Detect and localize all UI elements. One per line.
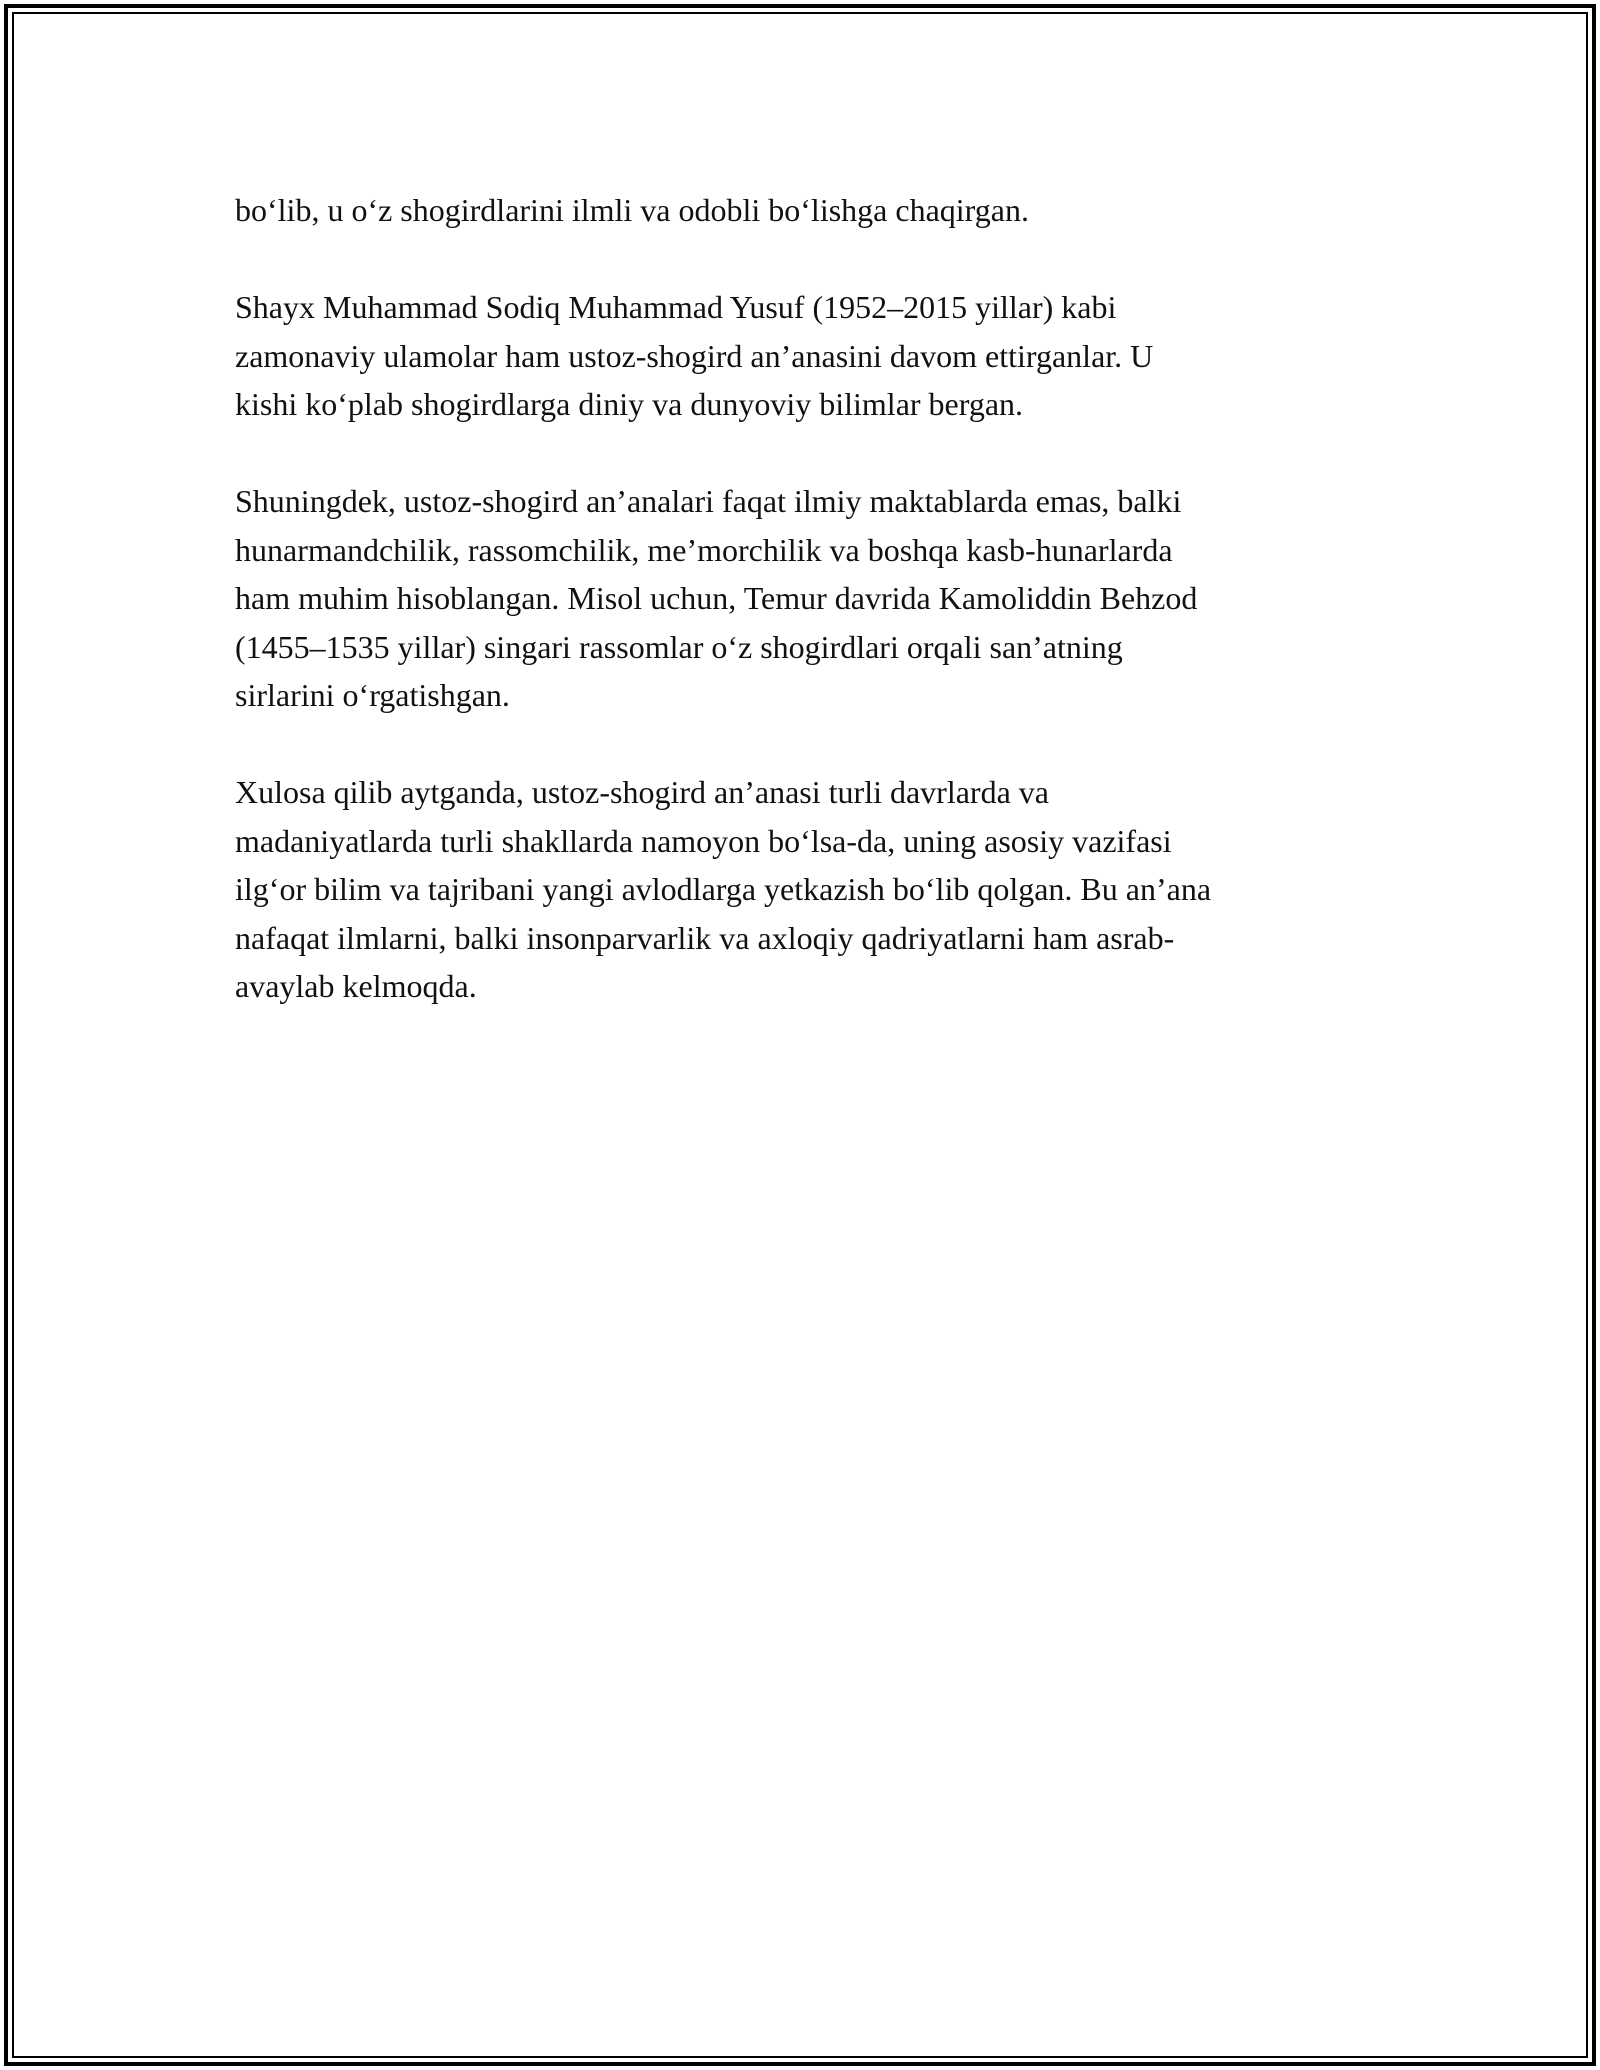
paragraph-crafts-tradition: Shuningdek, ustoz-shogird an’analari faqat ilmiy maktablarda emas, balki hunarmandchilik, rassomchilik, me’morchilik va boshqa kasb-hunarlarda ham muhim hisoblangan. Misol uchun, Temur davrida Kamoliddin Behzod (1455–1535 yillar) singari rassomlar o‘z shogirdlari orqali san’atning sirlarini o‘rgatishgan.: [235, 483, 1198, 713]
document-body: [235, 186, 1365, 1059]
paragraph-continuation: bo‘lib, u o‘z shogirdlarini ilmli va odobli bo‘lishga chaqirgan.: [235, 192, 1029, 228]
paragraph-shayx-muhammad-sodiq: Shayx Muhammad Sodiq Muhammad Yusuf (1952–2015 yillar) kabi zamonaviy ulamolar ham ustoz-shogird an’anasini davom ettirganlar. U kishi ko‘plab shogirdlarga diniy va dunyoviy bilimlar bergan.: [235, 289, 1154, 422]
paragraph-conclusion: Xulosa qilib aytganda, ustoz-shogird an’anasi turli davrlarda va madaniyatlarda turli shakllarda namoyon bo‘lsa-da, uning asosiy vazifasi ilg‘or bilim va tajribani yangi avlodlarga yetkazish bo‘lib qolgan. Bu an’ana nafaqat ilmlarni, balki insonparvarlik va axloqiy qadriyatlarni ham asrab- avaylab kelmoqda.: [235, 774, 1212, 1004]
